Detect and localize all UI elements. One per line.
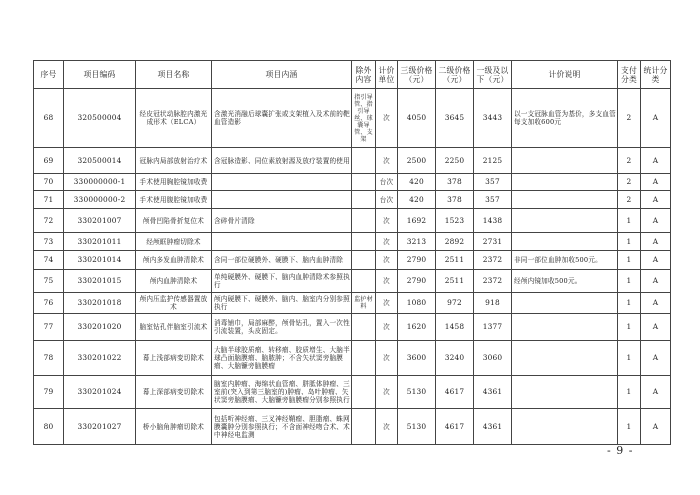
excluded-content-cell (352, 174, 376, 191)
statistics-class-cell: A (641, 293, 671, 314)
item-content-cell: 消毒铺巾，局部麻醉，颅骨钻孔，置入一次性引流装置，头皮固定。 (212, 314, 352, 341)
payment-class-cell: 1 (618, 376, 641, 409)
level3-price-cell: 4050 (398, 89, 436, 148)
payment-class-cell: 1 (618, 409, 641, 445)
level1-price-cell: 4361 (474, 409, 512, 445)
payment-class-cell: 2 (618, 174, 641, 191)
pricing-unit-cell: 次 (376, 293, 398, 314)
table-row (34, 148, 671, 174)
page-number: - 9 - (607, 444, 634, 457)
level3-price-cell: 3213 (398, 233, 436, 251)
header-cell: 统计分类 (641, 61, 671, 89)
item-code-cell: 330201024 (64, 376, 136, 409)
level3-price-cell: 5130 (398, 376, 436, 409)
level3-price-cell: 2790 (398, 251, 436, 270)
pricing-unit-cell: 次 (376, 314, 398, 341)
item-name-cell: 冠脉内局部放射治疗术 (136, 148, 212, 174)
statistics-class-cell: A (641, 251, 671, 270)
row-number-cell: 75 (34, 270, 64, 293)
header-cell: 计价说明 (512, 61, 618, 89)
level3-price-cell: 1620 (398, 314, 436, 341)
excluded-content-cell (352, 376, 376, 409)
statistics-class-cell: A (641, 148, 671, 174)
row-number-cell: 76 (34, 293, 64, 314)
item-content-cell (212, 174, 352, 191)
level1-price-cell: 2125 (474, 148, 512, 174)
header-cell: 序号 (34, 61, 64, 89)
table-row (34, 191, 671, 209)
pricing-unit-cell: 次 (376, 148, 398, 174)
payment-class-cell: 1 (618, 209, 641, 233)
table-row (34, 251, 671, 270)
item-content-cell: 脑室内肿瘤、海绵状血管瘤、胼胝体肿瘤、三室前(突入到第三脑室的)肿瘤、岛叶肿瘤、矢状窦旁脑膜瘤、大脑镰旁脑膜瘤分别参照执行 (212, 376, 352, 409)
item-content-cell: 含碎骨片清除 (212, 209, 352, 233)
row-number-cell: 74 (34, 251, 64, 270)
table-row (34, 293, 671, 314)
item-content-cell (212, 191, 352, 209)
pricing-unit-cell: 次 (376, 270, 398, 293)
excluded-content-cell (352, 148, 376, 174)
statistics-class-cell: A (641, 233, 671, 251)
row-number-cell: 72 (34, 209, 64, 233)
row-number-cell: 80 (34, 409, 64, 445)
excluded-content-cell (352, 251, 376, 270)
header-cell: 二级价格（元） (436, 61, 474, 89)
item-code-cell: 320500014 (64, 148, 136, 174)
item-code-cell: 330201014 (64, 251, 136, 270)
excluded-content-cell (352, 341, 376, 376)
item-name-cell: 幕上浅部病变切除术 (136, 341, 212, 376)
level2-price-cell: 1523 (436, 209, 474, 233)
pricing-note-cell (512, 233, 618, 251)
level3-price-cell: 3600 (398, 341, 436, 376)
payment-class-cell: 1 (618, 314, 641, 341)
item-name-cell: 颅内血肿清除术 (136, 270, 212, 293)
payment-class-cell: 2 (618, 89, 641, 148)
row-number-cell: 71 (34, 191, 64, 209)
pricing-note-cell (512, 341, 618, 376)
pricing-unit-cell: 台次 (376, 174, 398, 191)
level2-price-cell: 972 (436, 293, 474, 314)
pricing-unit-cell: 次 (376, 376, 398, 409)
level2-price-cell: 3645 (436, 89, 474, 148)
header-cell: 项目编码 (64, 61, 136, 89)
level3-price-cell: 2790 (398, 270, 436, 293)
level2-price-cell: 2511 (436, 251, 474, 270)
excluded-content-cell (352, 233, 376, 251)
item-code-cell: 330000000-1 (64, 174, 136, 191)
table-row (34, 233, 671, 251)
item-name-cell: 桥小脑角肿瘤切除术 (136, 409, 212, 445)
excluded-content-cell (352, 409, 376, 445)
pricing-note-cell (512, 174, 618, 191)
item-name-cell: 手术使用胸腔镜加收费 (136, 174, 212, 191)
item-name-cell: 手术使用腹腔镜加收费 (136, 191, 212, 209)
level1-price-cell: 3443 (474, 89, 512, 148)
item-content-cell: 含冠脉造影、同位素放射源及放疗装置的使用 (212, 148, 352, 174)
level1-price-cell: 2731 (474, 233, 512, 251)
level3-price-cell: 420 (398, 191, 436, 209)
pricing-note-cell (512, 409, 618, 445)
payment-class-cell: 2 (618, 191, 641, 209)
pricing-note-cell (512, 293, 618, 314)
item-code-cell: 320500004 (64, 89, 136, 148)
level1-price-cell: 357 (474, 174, 512, 191)
excluded-content-cell (352, 314, 376, 341)
level1-price-cell: 1377 (474, 314, 512, 341)
item-code-cell: 330201020 (64, 314, 136, 341)
excluded-content-cell (352, 209, 376, 233)
level1-price-cell: 1438 (474, 209, 512, 233)
payment-class-cell: 1 (618, 251, 641, 270)
pricing-note-cell: 以一支冠脉血管为基价，多支血管每支加收600元 (512, 89, 618, 148)
level2-price-cell: 2250 (436, 148, 474, 174)
payment-class-cell: 1 (618, 293, 641, 314)
level2-price-cell: 2892 (436, 233, 474, 251)
item-content-cell: 单纯硬膜外、硬膜下、脑内血肿清除术参照执行 (212, 270, 352, 293)
table-row (34, 314, 671, 341)
header-cell: 一级及以下（元） (474, 61, 512, 89)
price-table-sheet (33, 60, 670, 445)
pricing-unit-cell: 次 (376, 209, 398, 233)
pricing-unit-cell: 次 (376, 251, 398, 270)
level2-price-cell: 2511 (436, 270, 474, 293)
payment-class-cell: 1 (618, 233, 641, 251)
item-content-cell: 大脑半球胶质瘤、转移瘤、胶质增生、大脑半球凸面脑膜瘤、脑脓肿；不含矢状窦旁脑膜瘤、大脑镰旁脑膜瘤 (212, 341, 352, 376)
statistics-class-cell: A (641, 314, 671, 341)
pricing-note-cell (512, 376, 618, 409)
header-cell: 三级价格（元） (398, 61, 436, 89)
table-row (34, 270, 671, 293)
pricing-unit-cell: 次 (376, 233, 398, 251)
level1-price-cell: 4361 (474, 376, 512, 409)
statistics-class-cell: A (641, 209, 671, 233)
level2-price-cell: 378 (436, 174, 474, 191)
level1-price-cell: 357 (474, 191, 512, 209)
excluded-content-cell: 监护材料 (352, 293, 376, 314)
pricing-note-cell: 非同一部位血肿加收500元。 (512, 251, 618, 270)
level2-price-cell: 1458 (436, 314, 474, 341)
pricing-note-cell (512, 314, 618, 341)
table-header-row (34, 61, 671, 89)
pricing-unit-cell: 次 (376, 341, 398, 376)
table-row (34, 341, 671, 376)
table-row (34, 376, 671, 409)
item-code-cell: 330201007 (64, 209, 136, 233)
pricing-note-cell (512, 209, 618, 233)
statistics-class-cell: A (641, 341, 671, 376)
level2-price-cell: 4617 (436, 409, 474, 445)
table-row (34, 89, 671, 148)
item-content-cell: 颅内硬膜下、硬膜外、脑内、脑室内分别参照执行 (212, 293, 352, 314)
level2-price-cell: 3240 (436, 341, 474, 376)
statistics-class-cell: A (641, 376, 671, 409)
pricing-unit-cell: 台次 (376, 191, 398, 209)
statistics-class-cell: A (641, 270, 671, 293)
table-row (34, 209, 671, 233)
excluded-content-cell (352, 270, 376, 293)
item-code-cell: 330201018 (64, 293, 136, 314)
item-name-cell: 幕上深部病变切除术 (136, 376, 212, 409)
header-cell: 项目内涵 (212, 61, 352, 89)
item-name-cell: 颅内多发血肿清除术 (136, 251, 212, 270)
payment-class-cell: 2 (618, 148, 641, 174)
item-name-cell: 颅内压监护传感器置放术 (136, 293, 212, 314)
row-number-cell: 69 (34, 148, 64, 174)
pricing-unit-cell: 次 (376, 409, 398, 445)
item-content-cell: 包括听神经瘤、三叉神经鞘瘤、胆脂瘤、蛛网膜囊肿分别参照执行；不含面神经吻合术、术中神经电监测 (212, 409, 352, 445)
payment-class-cell: 1 (618, 270, 641, 293)
statistics-class-cell: A (641, 191, 671, 209)
pricing-note-cell (512, 191, 618, 209)
level3-price-cell: 1692 (398, 209, 436, 233)
table-row (34, 409, 671, 445)
row-number-cell: 78 (34, 341, 64, 376)
pricing-note-cell: 经颅内镜加收500元。 (512, 270, 618, 293)
level1-price-cell: 2372 (474, 270, 512, 293)
row-number-cell: 73 (34, 233, 64, 251)
header-cell: 除外内容 (352, 61, 376, 89)
statistics-class-cell: A (641, 89, 671, 148)
level1-price-cell: 918 (474, 293, 512, 314)
level2-price-cell: 4617 (436, 376, 474, 409)
statistics-class-cell: A (641, 409, 671, 445)
item-code-cell: 330201027 (64, 409, 136, 445)
level3-price-cell: 1080 (398, 293, 436, 314)
level2-price-cell: 378 (436, 191, 474, 209)
table-row (34, 174, 671, 191)
excluded-content-cell (352, 191, 376, 209)
level3-price-cell: 420 (398, 174, 436, 191)
level1-price-cell: 2372 (474, 251, 512, 270)
header-cell: 计价单位 (376, 61, 398, 89)
item-code-cell: 330201015 (64, 270, 136, 293)
table-body (34, 89, 671, 445)
item-code-cell: 330000000-2 (64, 191, 136, 209)
row-number-cell: 77 (34, 314, 64, 341)
item-content-cell (212, 233, 352, 251)
excluded-content-cell: 指引导管、指引导丝、球囊导管、支架 (352, 89, 376, 148)
payment-class-cell: 1 (618, 341, 641, 376)
level1-price-cell: 3060 (474, 341, 512, 376)
row-number-cell: 70 (34, 174, 64, 191)
pricing-unit-cell: 次 (376, 89, 398, 148)
item-content-cell: 含同一部位硬膜外、硬膜下、脑内血肿清除 (212, 251, 352, 270)
item-name-cell: 颅骨凹陷骨折复位术 (136, 209, 212, 233)
price-table (33, 60, 671, 445)
item-name-cell: 脑室钻孔伴脑室引流术 (136, 314, 212, 341)
item-code-cell: 330201022 (64, 341, 136, 376)
header-cell: 支付分类 (618, 61, 641, 89)
header-cell: 项目名称 (136, 61, 212, 89)
level3-price-cell: 5130 (398, 409, 436, 445)
pricing-note-cell (512, 148, 618, 174)
item-name-cell: 经皮冠状动脉腔内激光成形术（ELCA） (136, 89, 212, 148)
statistics-class-cell: A (641, 174, 671, 191)
item-content-cell: 含激光消融后球囊扩张或支架植入及术前的靶血管造影 (212, 89, 352, 148)
row-number-cell: 79 (34, 376, 64, 409)
level3-price-cell: 2500 (398, 148, 436, 174)
item-code-cell: 330201011 (64, 233, 136, 251)
item-name-cell: 经颅眶肿瘤切除术 (136, 233, 212, 251)
row-number-cell: 68 (34, 89, 64, 148)
